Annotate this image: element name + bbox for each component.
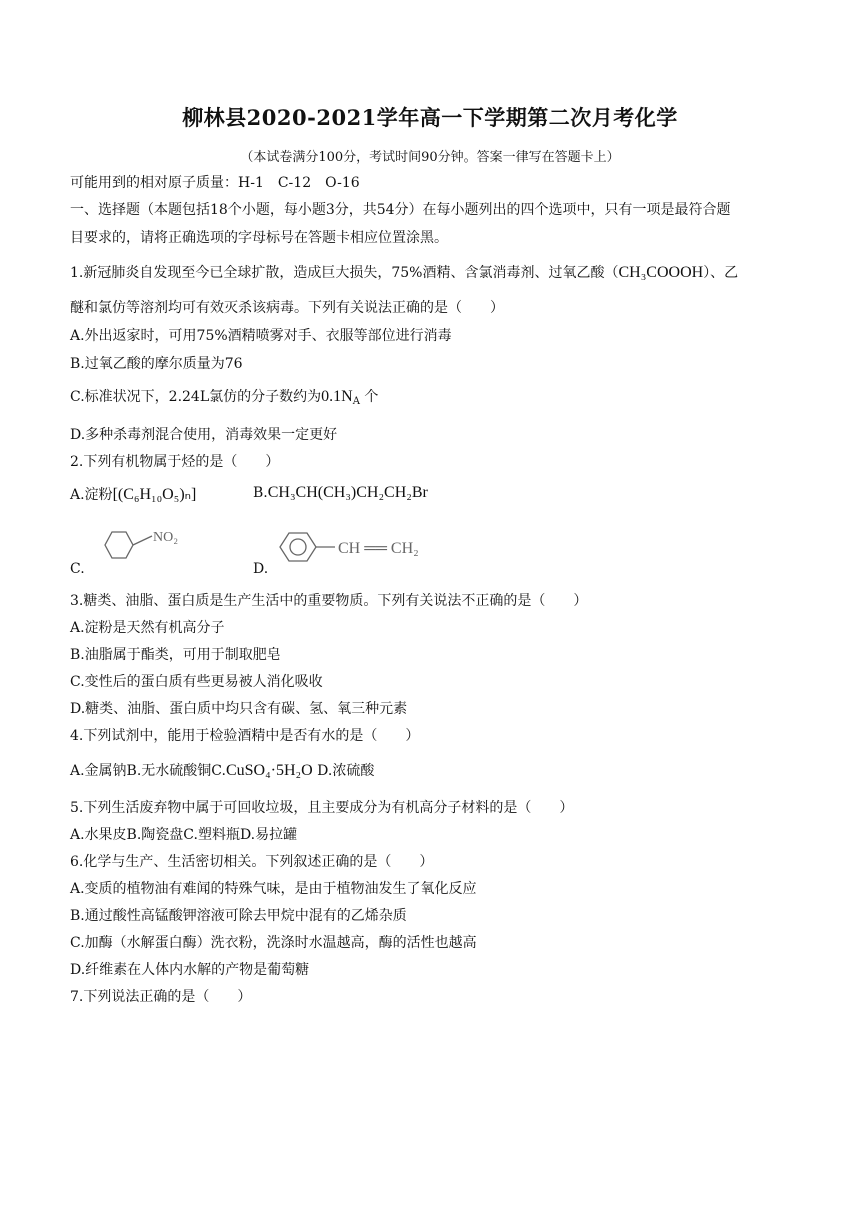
nitro-group-label: NO₂ [153,530,179,545]
question-1-stem [70,262,738,282]
styrene-structure [275,524,465,572]
question-1-option-c-text: C.标准状况下，2.24L氯仿的分子数约为 [70,389,322,405]
question-4-option-d: D.浓硫酸 [312,763,375,779]
question-2-option-a [70,484,196,504]
question-5-options: A.水果皮B.陶瓷盘C.塑料瓶D.易拉罐 [70,827,298,843]
question-1-option-c-unit: 个 [359,389,379,405]
question-6-option-d: D.纤维素在人体内水解的产物是葡萄糖 [70,962,310,978]
atomic-mass-note: 可能用到的相对原子质量：H-1 C-12 O-16 [70,175,360,191]
question-2-stem: 2.下列有机物属于烃的是（ ） [70,454,280,470]
avogadro-subscript: A [352,396,360,407]
question-1-option-d: D.多种杀毒剂混合使用，消毒效果一定更好 [70,427,338,443]
question-6-option-c: C.加酶（水解蛋白酶）洗衣粉，洗涤时水温越高，酶的活性也越高 [70,935,477,951]
question-1-option-b: B.过氧乙酸的摩尔质量为76 [70,356,243,372]
peracetic-acid-formula: CH₃COOOH [618,264,704,281]
question-3-option-b: B.油脂属于酯类，可用于制取肥皂 [70,647,281,663]
starch-formula: [(C₆H₁₀O₅)ₙ] [112,486,197,503]
question-6-stem: 6.化学与生产、生活密切相关。下列叙述正确的是（ ） [70,854,434,870]
question-2-option-d-label: D. [253,561,269,577]
question-2-option-b [253,484,428,502]
question-2-option-a-label: A.淀粉 [70,487,113,503]
avogadro-formula: 0.1N [321,388,353,405]
question-2-option-c-label: C. [70,561,85,577]
question-1-option-a: A.外出返家时，可用75%酒精喷雾对手、衣服等部位进行消毒 [70,328,452,344]
question-4-options-text: A.金属钠B.无水硫酸铜C. [70,763,226,779]
question-3-option-d: D.糖类、油脂、蛋白质中均只含有碳、氢、氧三种元素 [70,701,408,717]
question-2-option-b-label: B. [253,485,268,501]
exam-instructions: （本试卷满分100分，考试时间90分钟。答案一律写在答题卡上） [240,150,620,165]
question-4-stem: 4.下列试剂中，能用于检验酒精中是否有水的是（ ） [70,728,420,744]
section-instructions-line1: 一、选择题（本题包括18个小题，每小题3分，共54分）在每小题列出的四个选项中，只有一项是最符合题 [70,202,731,218]
benzene-ring-icon [280,533,335,561]
question-6-option-a: A.变质的植物油有难闻的特殊气味，是由于植物油发生了氧化反应 [70,881,477,897]
section-instructions-line2: 目要求的，请将正确选项的字母标号在答题卡相应位置涂黑。 [70,230,448,246]
vinyl-group-label: CH ══ CH₂ [338,540,419,557]
benzene-ring-icon [105,532,152,558]
question-1-option-c [70,386,378,407]
question-6-option-b: B.通过酸性高锰酸钾溶液可除去甲烷中混有的乙烯杂质 [70,908,407,924]
question-7-stem: 7.下列说法正确的是（ ） [70,989,252,1005]
page-title: 柳林县2020-2021学年高一下学期第二次月考化学 [182,105,678,130]
bromoalkane-formula: CH₃CH(CH₃)CH₂CH₂Br [267,484,428,501]
question-1-stem-line2: 醚和氯仿等溶剂均可有效灭杀该病毒。下列有关说法正确的是（ ） [70,300,504,316]
question-1-stem-tail: ）、乙 [703,265,739,281]
question-3-option-a: A.淀粉是天然有机高分子 [70,620,225,636]
question-3-stem: 3.糖类、油脂、蛋白质是生产生活中的重要物质。下列有关说法不正确的是（ ） [70,593,588,609]
question-3-option-c: C.变性后的蛋白质有些更易被人消化吸收 [70,674,323,690]
question-1-stem-text: 1.新冠肺炎自发现至今已全球扩散，造成巨大损失，75%酒精、含氯消毒剂、过氧乙酸（ [70,265,619,281]
question-5-stem: 5.下列生活废弃物中属于可回收垃圾，且主要成分为有机高分子材料的是（ ） [70,800,574,816]
nitrobenzene-structure [92,524,202,572]
copper-sulfate-formula: CuSO₄·5H₂O [225,762,313,779]
question-4-options [70,760,374,780]
